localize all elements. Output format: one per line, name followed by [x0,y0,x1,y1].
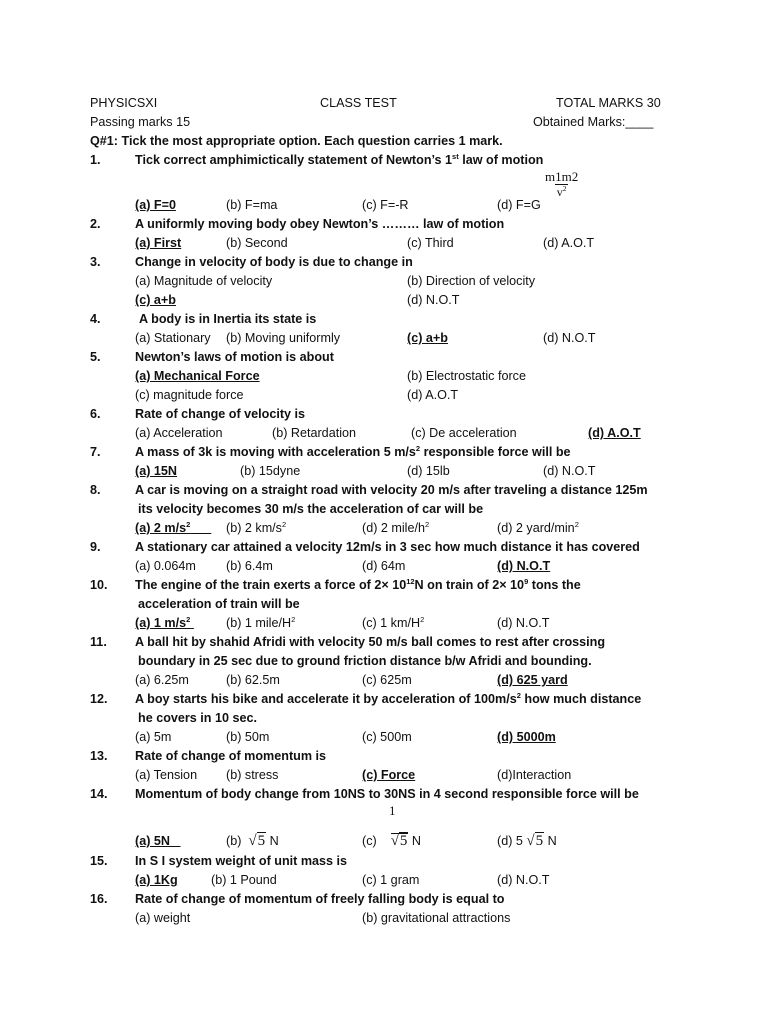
question-text: A ball hit by shahid Afridi with velocity 50 m/s ball comes to rest after crossing [135,635,606,649]
question-16 [0,890,768,909]
question-number: 6. [90,407,101,421]
option-d[interactable]: (d) A.O.T [407,388,459,402]
q10-options [0,614,768,633]
question-number: 3. [90,255,101,269]
option-d[interactable]: (d) N.O.T [497,559,551,573]
q14-options [0,832,768,851]
option-a[interactable]: (a) 2 $m/s^2$ [135,519,191,535]
q8-options [0,519,768,538]
option-a[interactable]: (a) 1Kg [135,873,178,887]
question-number: 14. [90,787,108,801]
question-15 [0,852,768,871]
q9-options [0,557,768,576]
question-text: In S I system weight of unit mass is [135,854,348,868]
option-b[interactable]: (b) Second [226,236,288,250]
option-d[interactable]: (d) 2 yard/$\min^2$ [497,519,579,535]
option-c[interactable]: (d) 15lb [407,464,450,478]
option-c[interactable]: (c) magnitude force [135,388,244,402]
question-text: A car is moving on a straight road with velocity 20 m/s after traveling a distance 125m [135,483,648,497]
instruction-row [0,132,768,151]
option-c[interactable]: (c) a+b [135,293,176,307]
option-d[interactable]: (d) F=G [497,198,541,212]
option-d[interactable]: (d) A.O.T [588,426,641,440]
q15-options [0,871,768,890]
question-1 [0,151,768,170]
q5-options-row2 [0,386,768,405]
question-text: its velocity becomes 30 m/s the acceleration of car will be [138,502,484,516]
question-text: Newton’s laws of motion is about [135,350,334,364]
option-b[interactable]: (b) 62.5m [226,673,280,687]
passing-marks: Passing marks 15 [90,115,191,129]
option-a[interactable]: (a) Magnitude of velocity [135,274,273,288]
q11-options [0,671,768,690]
option-d[interactable]: (d) A.O.T [543,236,595,250]
option-d[interactable]: (d) 625 yard [497,673,568,687]
question-text: Change in velocity of body is due to change in [135,255,413,269]
option-a[interactable]: (a) First [135,236,182,250]
question-number: 9. [90,540,101,554]
question-10-cont [0,595,768,614]
option-b[interactable]: (b) gravitational attractions [362,911,511,925]
option-c[interactable]: (c) Force [362,768,416,782]
question-text: A boy starts his bike and accelerate it by acceleration of $100m/s^2$ how much distance [135,690,642,706]
question-number: 10. [90,578,108,592]
q14-c-numerator: 1 [389,803,396,818]
option-a[interactable]: (a) weight [135,911,191,925]
option-a[interactable]: (a) Acceleration [135,426,223,440]
question-text: Rate of change of momentum of freely falling body is equal to [135,892,505,906]
option-a[interactable]: (a) 0.064m [135,559,196,573]
option-a[interactable]: (a) 5N [135,834,170,848]
option-c[interactable]: (c) 1 $km/H^2$ [362,614,425,630]
question-text: A body is in Inertia its state is [139,312,317,326]
option-b[interactable]: (b) 50m [226,730,270,744]
option-d[interactable]: (d) N.O.T [497,873,550,887]
option-c[interactable]: (d) 64m [362,559,406,573]
marks-row [0,113,768,132]
option-d[interactable]: (d)Interaction [497,768,572,782]
question-text: acceleration of train will be [138,597,300,611]
q3-options-row2 [0,291,768,310]
q5-options-row1 [0,367,768,386]
total-marks: TOTAL MARKS 30 [556,96,661,110]
test-title: CLASS TEST [320,96,397,110]
question-13 [0,747,768,766]
question-6 [0,405,768,424]
question-text: The engine of the train exerts a force of $2\times 10^{12}N$ on train of $2\times 10^9$ tons the [135,576,581,592]
option-b[interactable]: (b) √5 N [226,833,279,849]
q16-options [0,909,768,928]
option-b[interactable]: (b) 1 mile/$H^2$ [226,614,296,630]
option-b[interactable]: (b) Retardation [272,426,356,440]
option-c[interactable]: (c) 1 gram [362,873,420,887]
option-b[interactable]: (b) 6.4m [226,559,273,573]
question-number: 16. [90,892,108,906]
question-text: Rate of change of velocity is [135,407,306,421]
question-text: Rate of change of momentum is [135,749,327,763]
question-number: 15. [90,854,108,868]
q1-option-d-fraction: $\frac{m1m2}{v^2}$ [545,169,579,199]
question-text: A stationary car attained a velocity 12m/s in 3 sec how much distance it has covered [135,540,640,554]
option-a[interactable]: (a) 15N [135,464,177,478]
question-8 [0,481,768,500]
question-text: boundary in 25 sec due to ground friction distance b/w Afridi and bounding. [138,654,592,668]
option-a[interactable]: (a) Tension [135,768,198,782]
q7-options [0,462,768,481]
q1-options [0,196,768,215]
option-b[interactable]: (b) Moving uniformly [226,331,341,345]
option-c[interactable]: (c) √5 N [362,833,422,849]
option-a[interactable]: (a) 5m [135,730,172,744]
question-text: Tick correct amphimictically statement of Newton’s 1st law of motion [135,151,544,167]
question-number: 5. [90,350,101,364]
option-d[interactable]: (d) N.O.T [543,464,596,478]
header-row [0,94,768,113]
option-d[interactable]: (d) N.O.T [497,616,550,630]
option-c[interactable]: (d) 2 mile/$h^2$ [362,519,430,535]
question-number: 2. [90,217,101,231]
option-b[interactable]: (b) 15dyne [240,464,301,478]
q6-options [0,424,768,443]
option-a[interactable]: (a) Mechanical Force [135,369,260,383]
question-text: A uniformly moving body obey Newton’s ……… law of motion [135,217,505,231]
option-d[interactable]: (d) 5 √5 N [497,833,557,849]
option-a[interactable]: (a) 1 $m/s^2$ [135,614,191,630]
question-14 [0,785,768,804]
question-text: he covers in 10 sec. [138,711,258,725]
option-d[interactable]: (d) 5000m [497,730,556,744]
option-b[interactable]: (b) F=ma [226,198,278,212]
option-c[interactable]: (c) a+b [407,331,448,345]
question-number: 12. [90,692,108,706]
question-9 [0,538,768,557]
question-text: A mass of 3k is moving with acceleration 5 $m/s^2$ responsible force will be [135,443,571,459]
option-c[interactable]: (c) 625m [362,673,412,687]
option-d[interactable]: (d) N.O.T [407,293,460,307]
q3-options-row1 [0,272,768,291]
option-a[interactable]: (a) F=0 [135,198,176,212]
q12-options [0,728,768,747]
question-11-cont [0,652,768,671]
option-b[interactable]: (b) stress [226,768,279,782]
question-4 [0,310,768,329]
option-c[interactable]: (c) 500m [362,730,412,744]
question-number: 7. [90,445,101,459]
question-number: 1. [90,153,101,167]
question-12-cont [0,709,768,728]
question-text: Momentum of body change from 10NS to 30NS in 4 second responsible force will be [135,787,639,801]
q13-options [0,766,768,785]
option-d[interactable]: (d) N.O.T [543,331,596,345]
question-7 [0,443,768,462]
question-10 [0,576,768,595]
option-b[interactable]: (b) 1 Pound [211,873,277,887]
question-3 [0,253,768,272]
option-a[interactable]: (a) Stationary [135,331,211,345]
obtained-marks: Obtained Marks:____ [533,115,654,129]
question-number: 11. [90,635,107,649]
option-a[interactable]: (a) 6.25m [135,673,189,687]
option-b[interactable]: (b) Direction of velocity [407,274,536,288]
question-2 [0,215,768,234]
question-8-cont [0,500,768,519]
question-5 [0,348,768,367]
option-c[interactable]: (c) F=-R [362,198,409,212]
option-b[interactable]: (b) Electrostatic force [407,369,526,383]
instruction: Q#1: Tick the most appropriate option. Each question carries 1 mark. [90,134,503,148]
question-number: 8. [90,483,101,497]
q4-options [0,329,768,348]
option-c[interactable]: (c) De acceleration [411,426,517,440]
question-11 [0,633,768,652]
question-number: 4. [90,312,101,326]
subject-label: PHYSICSXI [90,96,158,110]
option-c[interactable]: (c) Third [407,236,454,250]
question-number: 13. [90,749,108,763]
q2-options [0,234,768,253]
option-b[interactable]: (b) 2 $km/s^2$ [226,519,287,535]
question-12 [0,690,768,709]
